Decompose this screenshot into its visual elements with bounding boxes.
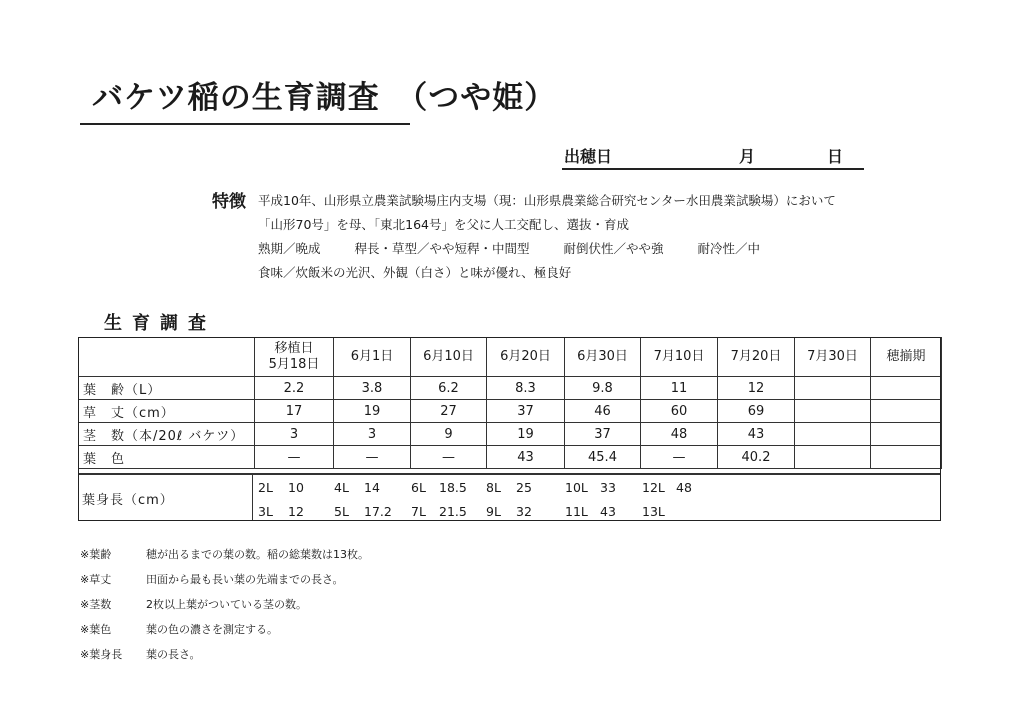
table-cell: 11 xyxy=(641,377,718,400)
leaf-value: 10 xyxy=(288,480,304,495)
leaf-value: 48 xyxy=(676,480,692,495)
leaf-position: 9L xyxy=(486,504,501,519)
table-cell: 60 xyxy=(641,400,718,423)
table-cell: 17 xyxy=(255,400,334,423)
note-key: ※葉色 xyxy=(80,623,112,636)
table-cell: 9 xyxy=(411,423,487,446)
table-cell: 9.8 xyxy=(565,377,641,400)
table-cell: 12 xyxy=(718,377,795,400)
note-text: 田面から最も長い葉の先端までの長さ。 xyxy=(146,573,344,586)
table-cell: 46 xyxy=(565,400,641,423)
header-planting-date: 移植日 5月18日 xyxy=(255,338,334,377)
features-line-4: 食味／炊飯米の光沢、外観（白さ）と味が優れ、極良好 xyxy=(258,265,572,280)
features-line-3 xyxy=(258,239,790,257)
table-cell: 3 xyxy=(334,423,411,446)
table-frame xyxy=(78,337,941,521)
feature-maturity: 熟期／晩成 xyxy=(258,241,321,256)
leaf-position: 11L xyxy=(565,504,588,519)
row-label: 葉 色 xyxy=(79,446,255,469)
table-cell: 27 xyxy=(411,400,487,423)
leaf-position: 4L xyxy=(334,480,349,495)
table-cell: — xyxy=(411,446,487,469)
note-text: 穂が出るまでの葉の数。稲の総葉数は13枚。 xyxy=(146,548,369,561)
day-label: 日 xyxy=(827,147,844,166)
note-key: ※茎数 xyxy=(80,598,112,611)
leaf-position: 10L xyxy=(565,480,588,495)
leaf-position: 12L xyxy=(642,480,665,495)
leaf-value: 33 xyxy=(600,480,616,495)
table-cell: 69 xyxy=(718,400,795,423)
leaf-position: 2L xyxy=(258,480,273,495)
features-line-2: 「山形70号」を母、「東北164号」を父に人工交配し、選抜・育成 xyxy=(258,217,630,232)
table-cell: 37 xyxy=(565,423,641,446)
leaf-value: 18.5 xyxy=(439,480,467,495)
feature-lodging: 耐倒伏性／やや強 xyxy=(563,241,664,256)
features-line-1: 平成10年、山形県立農業試験場庄内支場（現：山形県農業総合研究センター水田農業試験場）において xyxy=(258,193,836,208)
table-cell: 3.8 xyxy=(334,377,411,400)
feature-cold: 耐冷性／中 xyxy=(697,241,761,256)
features-label: 特徴 xyxy=(212,192,246,212)
table-cell: 6.2 xyxy=(411,377,487,400)
row-label: 草 丈（cm） xyxy=(79,400,255,423)
row-label: 茎 数（本/20ℓ バケツ） xyxy=(79,423,255,446)
table-cell: 19 xyxy=(334,400,411,423)
table-cell: 43 xyxy=(487,446,565,469)
table-cell: 2.2 xyxy=(255,377,334,400)
section-title: 生育調査 xyxy=(104,313,216,334)
table-cell: 43 xyxy=(718,423,795,446)
header-date: 6月1日 xyxy=(334,338,411,377)
table-cell: 19 xyxy=(487,423,565,446)
note-key: ※葉身長 xyxy=(80,648,123,661)
header-date: 6月10日 xyxy=(411,338,487,377)
title-underline xyxy=(80,123,410,125)
leaf-value: 17.2 xyxy=(364,504,392,519)
table-cell: 3 xyxy=(255,423,334,446)
table-cell: 48 xyxy=(641,423,718,446)
note-key: ※葉齢 xyxy=(80,548,112,561)
leaf-position: 5L xyxy=(334,504,349,519)
leaf-position: 3L xyxy=(258,504,273,519)
note-text: 2枚以上葉がついている茎の数。 xyxy=(146,598,307,611)
leaf-position: 6L xyxy=(411,480,426,495)
table-cell: — xyxy=(255,446,334,469)
leaf-value: 14 xyxy=(364,480,380,495)
table-cell: 37 xyxy=(487,400,565,423)
page-title: バケツ稲の生育調査 （つや姫） xyxy=(92,80,557,116)
heading-date-field xyxy=(562,142,864,170)
table-cell: 40.2 xyxy=(718,446,795,469)
row-label: 葉 齢（L） xyxy=(79,377,255,400)
leaf-position: 8L xyxy=(486,480,501,495)
table-cell: — xyxy=(641,446,718,469)
header-date: 7月20日 xyxy=(718,338,795,377)
leaf-position: 7L xyxy=(411,504,426,519)
header-date: 7月30日 xyxy=(795,338,871,377)
leaf-value: 25 xyxy=(516,480,532,495)
note-key: ※草丈 xyxy=(80,573,112,586)
leaf-value: 21.5 xyxy=(439,504,467,519)
table-cell: — xyxy=(334,446,411,469)
feature-culm: 稈長・草型／やや短稈・中間型 xyxy=(354,241,530,256)
header-date: 6月20日 xyxy=(487,338,565,377)
note-text: 葉の色の濃さを測定する。 xyxy=(146,623,278,636)
table-cell: 45.4 xyxy=(565,446,641,469)
month-label: 月 xyxy=(739,147,756,166)
header-date: 6月30日 xyxy=(565,338,641,377)
header-heading-stage: 穂揃期 xyxy=(871,338,942,377)
heading-label: 出穂日 xyxy=(564,147,613,166)
header-date: 7月10日 xyxy=(641,338,718,377)
note-text: 葉の長さ。 xyxy=(146,648,201,661)
leaf-value: 12 xyxy=(288,504,304,519)
table-cell: 8.3 xyxy=(487,377,565,400)
leaf-position: 13L xyxy=(642,504,665,519)
leaf-length-label: 葉身長（cm） xyxy=(82,493,174,508)
leaf-value: 32 xyxy=(516,504,532,519)
leaf-value: 43 xyxy=(600,504,616,519)
